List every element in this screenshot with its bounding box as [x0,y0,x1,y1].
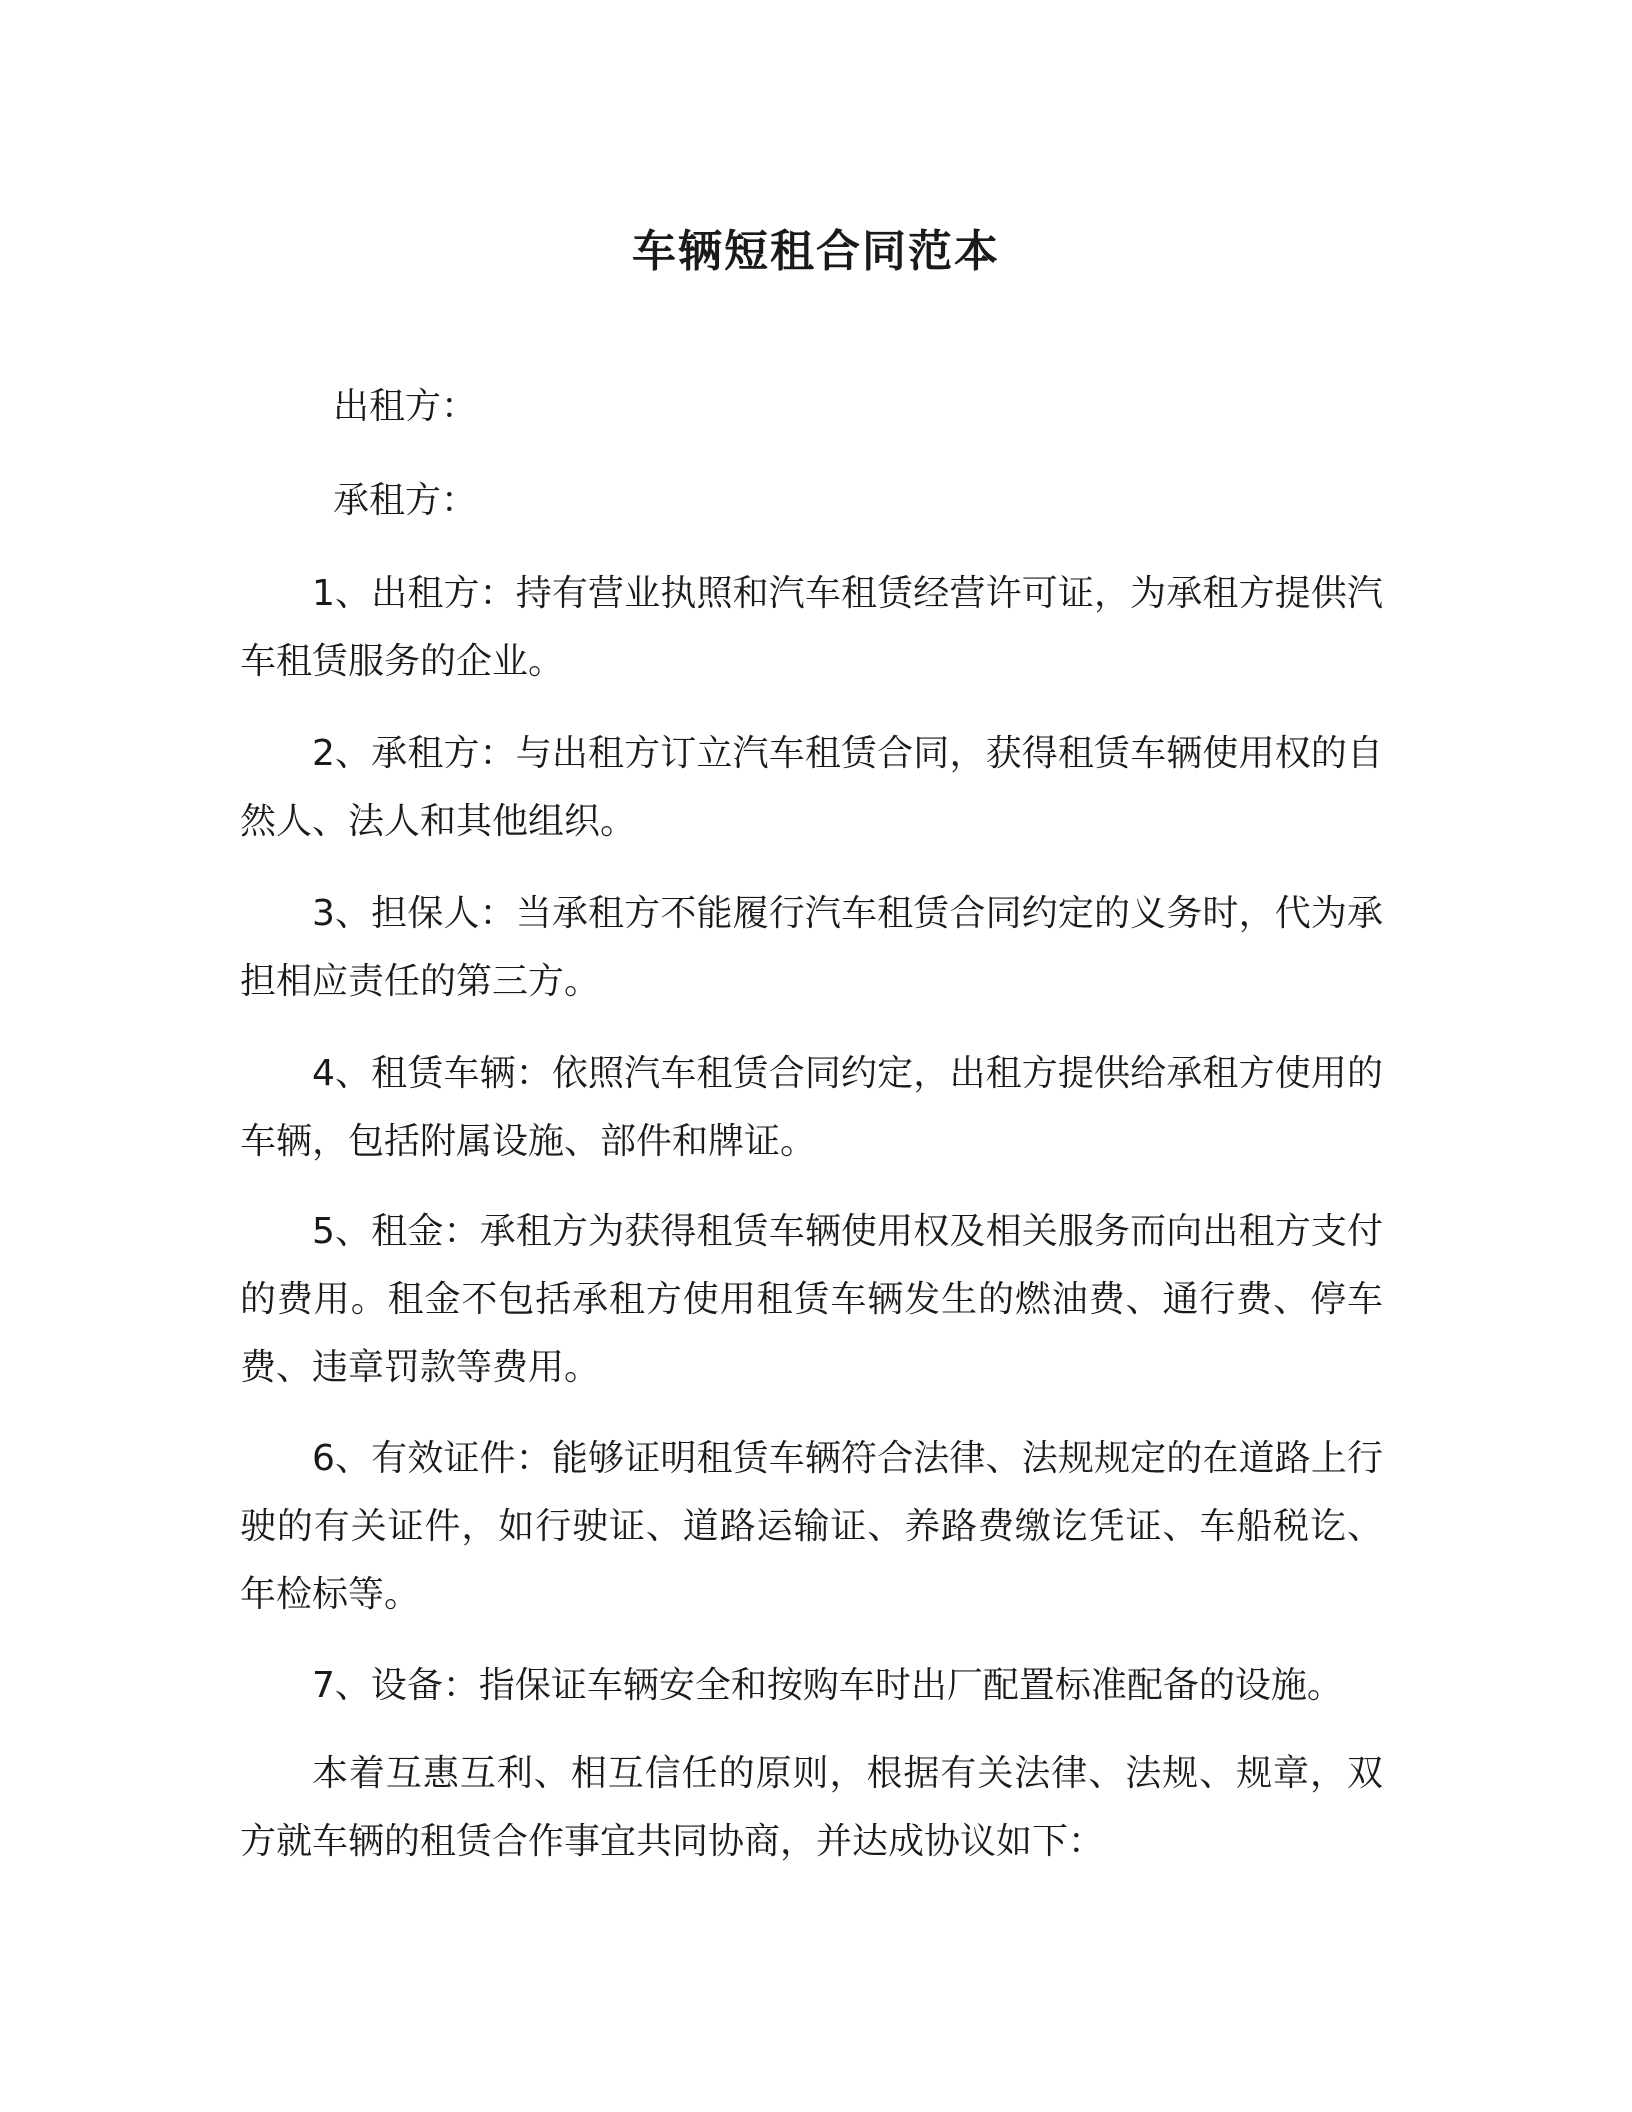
clause-5: 5、租金：承租方为获得租赁车辆使用权及相关服务而向出租方支付的费用。租金不包括承租方使用租赁车辆发生的燃油费、通行费、停车费、违章罚款等费用。 [240,1211,1383,1388]
lessee-label: 承租方： [333,480,478,521]
document-title: 车辆短租合同范本 [632,226,1000,277]
clause-7: 7、设备：指保证车辆安全和按购车时出厂配置标准配备的设施。 [312,1665,1343,1706]
clause-3: 3、担保人：当承租方不能履行汽车租赁合同约定的义务时，代为承担相应责任的第三方。 [240,893,1383,1002]
clause-4: 4、租赁车辆：依照汽车租赁合同约定，出租方提供给承租方使用的车辆，包括附属设施、部件和牌证。 [240,1053,1383,1162]
clause-1: 1、出租方：持有营业执照和汽车租赁经营许可证，为承租方提供汽车租赁服务的企业。 [240,573,1383,682]
clause-6: 6、有效证件：能够证明租赁车辆符合法律、法规规定的在道路上行驶的有关证件，如行驶证、道路运输证、养路费缴讫凭证、车船税讫、年检标等。 [240,1438,1383,1615]
closing-paragraph: 本着互惠互利、相互信任的原则，根据有关法律、法规、规章，双方就车辆的租赁合作事宜共同协商，并达成协议如下： [240,1753,1383,1862]
clause-2: 2、承租方：与出租方订立汽车租赁合同，获得租赁车辆使用权的自然人、法人和其他组织。 [240,733,1383,842]
lessor-label: 出租方： [333,386,478,427]
